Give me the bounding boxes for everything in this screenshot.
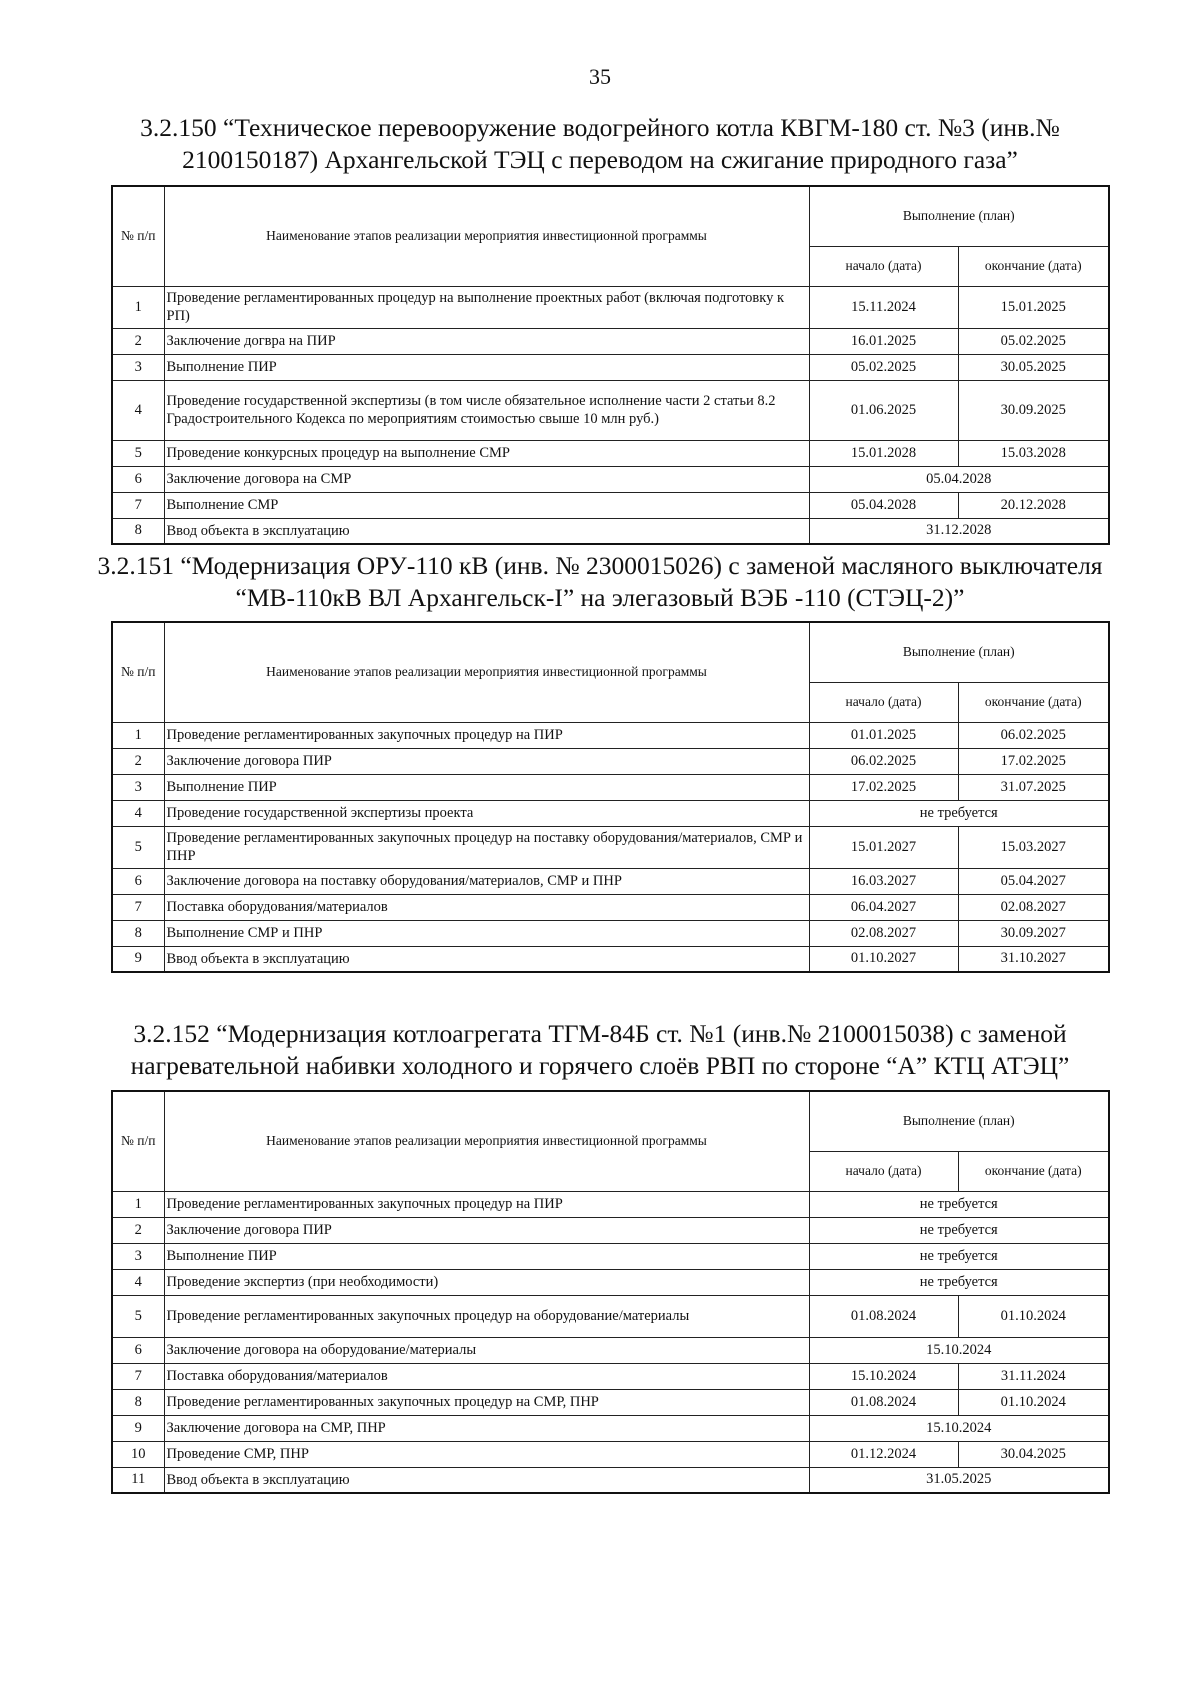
- table-row: [112, 920, 1109, 946]
- schedule-table: [111, 185, 1110, 545]
- start-date: 05.02.2025: [809, 354, 958, 380]
- start-date: 15.10.2024: [809, 1363, 958, 1389]
- stage-name: Ввод объекта в эксплуатацию: [164, 946, 809, 972]
- schedule-table: [111, 621, 1110, 973]
- end-date: 30.09.2025: [958, 380, 1109, 440]
- stage-name: Проведение государственной экспертизы (в том числе обязательное исполнение части 2 статьи 8.2 Градостроительного Кодекса по мероприятиям стоимостью свыше 10 млн руб.): [164, 380, 809, 440]
- section-title: [0, 550, 1200, 614]
- start-date: 01.10.2027: [809, 946, 958, 972]
- section-title: [0, 1018, 1200, 1082]
- start-date: 17.02.2025: [809, 774, 958, 800]
- row-number: 10: [112, 1441, 164, 1467]
- section-title-line: 3.2.151 “Модернизация ОРУ-110 кВ (инв. № 2300015026) с заменой масляного выключателя: [97, 551, 1103, 580]
- stage-name: Заключение догвра на ПИР: [164, 328, 809, 354]
- table-row: [112, 774, 1109, 800]
- investment-section: [0, 550, 1200, 614]
- row-number: 3: [112, 354, 164, 380]
- stage-name: Проведение конкурсных процедур на выполнение СМР: [164, 440, 809, 466]
- end-date: 30.04.2025: [958, 1441, 1109, 1467]
- row-number: 4: [112, 800, 164, 826]
- header-execution-plan: Выполнение (план): [809, 622, 1109, 682]
- row-number: 6: [112, 868, 164, 894]
- row-number: 1: [112, 286, 164, 328]
- header-end-date: окончание (дата): [958, 682, 1109, 722]
- row-number: 6: [112, 1337, 164, 1363]
- row-number: 8: [112, 518, 164, 544]
- table-row: [112, 380, 1109, 440]
- table-row: [112, 1467, 1109, 1493]
- stage-name: Поставка оборудования/материалов: [164, 894, 809, 920]
- table-row: [112, 466, 1109, 492]
- stage-name: Заключение договора на поставку оборудования/материалов, СМР и ПНР: [164, 868, 809, 894]
- stage-name: Проведение регламентированных закупочных процедур на СМР, ПНР: [164, 1389, 809, 1415]
- start-date: 16.03.2027: [809, 868, 958, 894]
- end-date: 06.02.2025: [958, 722, 1109, 748]
- table-row: [112, 800, 1109, 826]
- end-date: 15.03.2028: [958, 440, 1109, 466]
- header-number: № п/п: [112, 186, 164, 286]
- end-date: 01.10.2024: [958, 1389, 1109, 1415]
- end-date: 01.10.2024: [958, 1295, 1109, 1337]
- stage-name: Выполнение СМР и ПНР: [164, 920, 809, 946]
- table-header-row: [112, 1091, 1109, 1151]
- header-end-date: окончание (дата): [958, 1151, 1109, 1191]
- row-number: 2: [112, 328, 164, 354]
- stage-name: Проведение экспертиз (при необходимости): [164, 1269, 809, 1295]
- start-date: 15.01.2027: [809, 826, 958, 868]
- merged-date-cell: 15.10.2024: [809, 1337, 1109, 1363]
- table-row: [112, 946, 1109, 972]
- start-date: 16.01.2025: [809, 328, 958, 354]
- stage-name: Проведение регламентированных закупочных процедур на поставку оборудования/материалов, СМР и ПНР: [164, 826, 809, 868]
- row-number: 3: [112, 774, 164, 800]
- header-start-date: начало (дата): [809, 246, 958, 286]
- end-date: 17.02.2025: [958, 748, 1109, 774]
- row-number: 3: [112, 1243, 164, 1269]
- end-date: 15.03.2027: [958, 826, 1109, 868]
- table-row: [112, 286, 1109, 328]
- start-date: 06.04.2027: [809, 894, 958, 920]
- table-row: [112, 894, 1109, 920]
- merged-date-cell: не требуется: [809, 1217, 1109, 1243]
- stage-name: Выполнение ПИР: [164, 354, 809, 380]
- row-number: 9: [112, 946, 164, 972]
- start-date: 15.01.2028: [809, 440, 958, 466]
- start-date: 01.12.2024: [809, 1441, 958, 1467]
- header-start-date: начало (дата): [809, 1151, 958, 1191]
- header-stage-name: Наименование этапов реализации мероприятия инвестиционной программы: [164, 186, 809, 286]
- stage-name: Проведение регламентированных закупочных процедур на ПИР: [164, 722, 809, 748]
- stage-name: Выполнение ПИР: [164, 1243, 809, 1269]
- table-row: [112, 722, 1109, 748]
- end-date: 02.08.2027: [958, 894, 1109, 920]
- table-row: [112, 1337, 1109, 1363]
- row-number: 9: [112, 1415, 164, 1441]
- row-number: 11: [112, 1467, 164, 1493]
- section-title-line: “МВ-110кВ ВЛ Архангельск-I” на элегазовый ВЭБ -110 (СТЭЦ-2)”: [235, 583, 965, 612]
- header-number: № п/п: [112, 1091, 164, 1191]
- start-date: 15.11.2024: [809, 286, 958, 328]
- row-number: 7: [112, 1363, 164, 1389]
- header-stage-name: Наименование этапов реализации мероприятия инвестиционной программы: [164, 1091, 809, 1191]
- stage-name: Проведение регламентированных закупочных процедур на оборудование/материалы: [164, 1295, 809, 1337]
- row-number: 5: [112, 1295, 164, 1337]
- table-row: [112, 1243, 1109, 1269]
- merged-date-cell: 15.10.2024: [809, 1415, 1109, 1441]
- row-number: 5: [112, 440, 164, 466]
- header-execution-plan: Выполнение (план): [809, 1091, 1109, 1151]
- row-number: 2: [112, 748, 164, 774]
- table-header-row: [112, 622, 1109, 682]
- end-date: 31.07.2025: [958, 774, 1109, 800]
- start-date: 01.08.2024: [809, 1295, 958, 1337]
- row-number: 6: [112, 466, 164, 492]
- section-title-line: 3.2.152 “Модернизация котлоагрегата ТГМ-84Б ст. №1 (инв.№ 2100015038) с заменой: [133, 1019, 1067, 1048]
- investment-section: [0, 112, 1200, 176]
- table-row: [112, 354, 1109, 380]
- table-row: [112, 492, 1109, 518]
- row-number: 7: [112, 894, 164, 920]
- row-number: 8: [112, 1389, 164, 1415]
- table-row: [112, 1217, 1109, 1243]
- row-number: 8: [112, 920, 164, 946]
- stage-name: Заключение договора ПИР: [164, 748, 809, 774]
- stage-name: Заключение договора ПИР: [164, 1217, 809, 1243]
- stage-name: Заключение договора на СМР, ПНР: [164, 1415, 809, 1441]
- end-date: 30.09.2027: [958, 920, 1109, 946]
- end-date: 05.04.2027: [958, 868, 1109, 894]
- table-row: [112, 826, 1109, 868]
- row-number: 1: [112, 722, 164, 748]
- merged-date-cell: не требуется: [809, 1191, 1109, 1217]
- stage-name: Заключение договора на оборудование/материалы: [164, 1337, 809, 1363]
- header-number: № п/п: [112, 622, 164, 722]
- section-title-line: 3.2.150 “Техническое перевооружение водогрейного котла КВГМ-180 ст. №3 (инв.№: [140, 113, 1060, 142]
- table-row: [112, 748, 1109, 774]
- table-row: [112, 518, 1109, 544]
- header-execution-plan: Выполнение (план): [809, 186, 1109, 246]
- stage-name: Проведение СМР, ПНР: [164, 1441, 809, 1467]
- end-date: 30.05.2025: [958, 354, 1109, 380]
- stage-name: Поставка оборудования/материалов: [164, 1363, 809, 1389]
- end-date: 31.11.2024: [958, 1363, 1109, 1389]
- start-date: 01.01.2025: [809, 722, 958, 748]
- table-row: [112, 1363, 1109, 1389]
- stage-name: Проведение регламентированных закупочных процедур на ПИР: [164, 1191, 809, 1217]
- table-header-row: [112, 186, 1109, 246]
- table-row: [112, 328, 1109, 354]
- row-number: 4: [112, 1269, 164, 1295]
- row-number: 7: [112, 492, 164, 518]
- table-row: [112, 1269, 1109, 1295]
- table-row: [112, 868, 1109, 894]
- section-title-line: 2100150187) Архангельской ТЭЦ с переводом на сжигание природного газа”: [182, 145, 1018, 174]
- stage-name: Заключение договора на СМР: [164, 466, 809, 492]
- table-row: [112, 1415, 1109, 1441]
- table-row: [112, 1441, 1109, 1467]
- page-number: 35: [589, 64, 611, 89]
- row-number: 2: [112, 1217, 164, 1243]
- merged-date-cell: 31.12.2028: [809, 518, 1109, 544]
- header-start-date: начало (дата): [809, 682, 958, 722]
- merged-date-cell: не требуется: [809, 1243, 1109, 1269]
- merged-date-cell: 31.05.2025: [809, 1467, 1109, 1493]
- stage-name: Ввод объекта в эксплуатацию: [164, 518, 809, 544]
- table-row: [112, 1295, 1109, 1337]
- stage-name: Проведение регламентированных процедур на выполнение проектных работ (включая подготовку к РП): [164, 286, 809, 328]
- stage-name: Выполнение ПИР: [164, 774, 809, 800]
- start-date: 02.08.2027: [809, 920, 958, 946]
- stage-name: Проведение государственной экспертизы проекта: [164, 800, 809, 826]
- table-row: [112, 1389, 1109, 1415]
- start-date: 06.02.2025: [809, 748, 958, 774]
- end-date: 20.12.2028: [958, 492, 1109, 518]
- merged-date-cell: 05.04.2028: [809, 466, 1109, 492]
- stage-name: Ввод объекта в эксплуатацию: [164, 1467, 809, 1493]
- table-row: [112, 440, 1109, 466]
- header-stage-name: Наименование этапов реализации мероприятия инвестиционной программы: [164, 622, 809, 722]
- end-date: 05.02.2025: [958, 328, 1109, 354]
- start-date: 01.06.2025: [809, 380, 958, 440]
- header-end-date: окончание (дата): [958, 246, 1109, 286]
- row-number: 5: [112, 826, 164, 868]
- row-number: 4: [112, 380, 164, 440]
- merged-date-cell: не требуется: [809, 800, 1109, 826]
- start-date: 05.04.2028: [809, 492, 958, 518]
- section-title: [0, 112, 1200, 176]
- section-title-line: нагревательной набивки холодного и горячего слоёв РВП по стороне “А” КТЦ АТЭЦ”: [130, 1051, 1070, 1080]
- investment-section: [0, 1018, 1200, 1082]
- start-date: 01.08.2024: [809, 1389, 958, 1415]
- table-row: [112, 1191, 1109, 1217]
- end-date: 15.01.2025: [958, 286, 1109, 328]
- end-date: 31.10.2027: [958, 946, 1109, 972]
- row-number: 1: [112, 1191, 164, 1217]
- stage-name: Выполнение СМР: [164, 492, 809, 518]
- merged-date-cell: не требуется: [809, 1269, 1109, 1295]
- schedule-table: [111, 1090, 1110, 1494]
